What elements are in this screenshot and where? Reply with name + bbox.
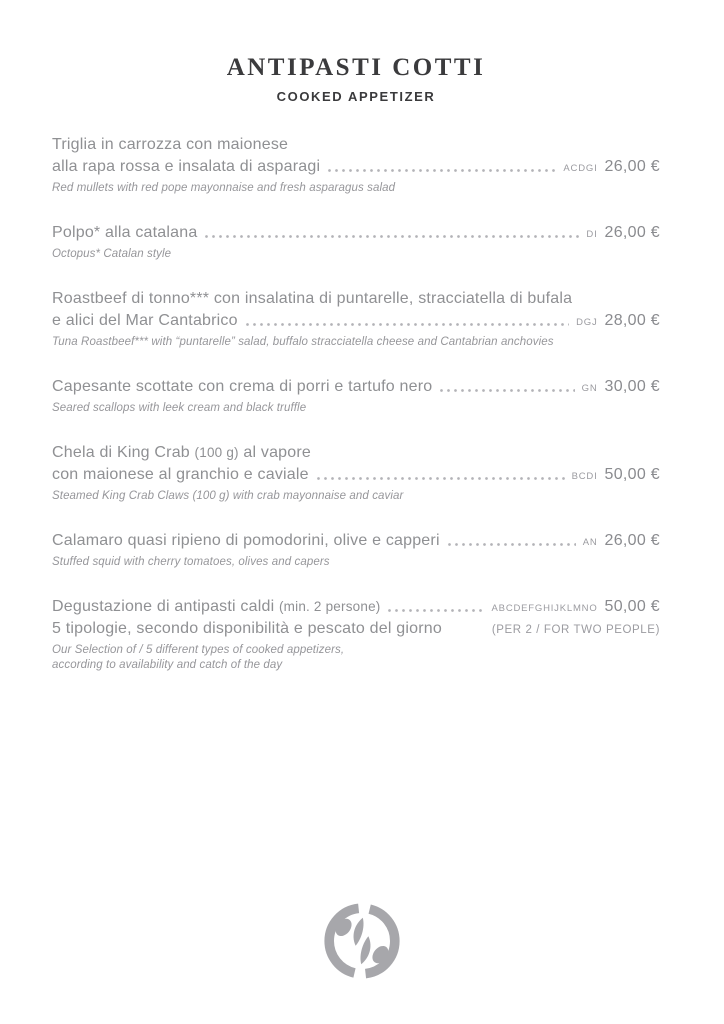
- menu-item: [52, 442, 660, 504]
- item-price: 28,00 €: [604, 312, 660, 329]
- dotted-leader: [440, 389, 574, 392]
- item-price: 50,00 €: [604, 598, 660, 615]
- item-price: 50,00 €: [604, 466, 660, 483]
- item-name: Triglia in carrozza con maionese: [52, 136, 289, 153]
- allergen-codes: GN: [581, 383, 598, 394]
- item-price: 26,00 €: [604, 158, 660, 175]
- dotted-leader: [246, 323, 569, 326]
- allergen-codes: DGJ: [576, 317, 598, 328]
- item-price-row: [52, 376, 660, 398]
- item-name: Calamaro quasi ripieno di pomodorini, olive e capperi: [52, 532, 440, 549]
- menu-item: [52, 222, 660, 262]
- item-price: 26,00 €: [604, 532, 660, 549]
- item-name: [52, 442, 660, 464]
- allergen-codes: AN: [582, 537, 598, 548]
- menu-header: [52, 53, 660, 105]
- dotted-leader: [388, 609, 484, 612]
- item-subtitle: 5 tipologie, secondo disponibilità e pescato del giorno: [52, 620, 442, 637]
- item-price-row: [52, 596, 660, 618]
- item-price-row: [52, 464, 660, 486]
- dotted-leader: [317, 477, 565, 480]
- allergen-codes: BCDI: [571, 471, 598, 482]
- item-name: Polpo* alla catalana: [52, 224, 198, 241]
- item-description: Steamed King Crab Claws (100 g) with crab mayonnaise and caviar: [52, 490, 404, 502]
- item-price-row: [52, 222, 660, 244]
- item-description: Octopus* Catalan style: [52, 248, 172, 260]
- item-name: con maionese al granchio e caviale: [52, 466, 309, 483]
- item-name-segment: al vapore: [238, 444, 311, 461]
- item-description-line: according to availability and catch of the day: [52, 659, 283, 671]
- restaurant-logo: [322, 901, 402, 981]
- item-name-weight: (100 g): [194, 445, 239, 460]
- dotted-leader: [205, 235, 579, 238]
- fish-circle-logo-icon: [322, 901, 402, 981]
- menu-list: [52, 134, 660, 673]
- per-two-note: (PER 2 / FOR TWO PEOPLE): [491, 624, 660, 636]
- menu-item: [52, 530, 660, 570]
- item-price-row: [52, 156, 660, 178]
- item-name-segment: Degustazione di antipasti caldi: [52, 598, 279, 615]
- item-price: 30,00 €: [604, 378, 660, 395]
- item-name-min-persons: (min. 2 persone): [278, 599, 381, 614]
- allergen-codes: ACDGI: [563, 163, 598, 174]
- item-description: Seared scallops with leek cream and black truffle: [52, 402, 307, 414]
- item-name: Capesante scottate con crema di porri e tartufo nero: [52, 378, 433, 395]
- item-price: 26,00 €: [604, 224, 660, 241]
- item-description: Red mullets with red pope mayonnaise and fresh asparagus salad: [52, 182, 396, 194]
- allergen-codes: ABCDEFGHIJKLMNO: [491, 603, 598, 614]
- item-description-line: Our Selection of / 5 different types of cooked appetizers,: [52, 644, 345, 656]
- menu-item: [52, 288, 660, 350]
- allergen-codes: DI: [586, 229, 598, 240]
- item-name-segment: Chela di King Crab: [52, 444, 195, 461]
- item-name: e alici del Mar Cantabrico: [52, 312, 238, 329]
- item-description: Stuffed squid with cherry tomatoes, olives and capers: [52, 556, 330, 568]
- item-name: alla rapa rossa e insalata di asparagi: [52, 158, 321, 175]
- item-description: [52, 643, 660, 673]
- item-name: [52, 596, 380, 618]
- item-price-row: [52, 310, 660, 332]
- item-note-row: [52, 618, 660, 640]
- page-subtitle: COOKED APPETIZER: [276, 89, 436, 104]
- page-title: ANTIPASTI COTTI: [226, 54, 486, 81]
- dotted-leader: [328, 169, 556, 172]
- menu-item: [52, 596, 660, 673]
- menu-item: [52, 376, 660, 416]
- dotted-leader: [448, 543, 576, 546]
- menu-item: [52, 134, 660, 196]
- item-price-row: [52, 530, 660, 552]
- item-description: Tuna Roastbeef*** with “puntarelle” salad, buffalo stracciatella cheese and Cantabrian anchovies: [52, 336, 554, 348]
- item-name: Roastbeef di tonno*** con insalatina di puntarelle, stracciatella di bufala: [52, 290, 573, 307]
